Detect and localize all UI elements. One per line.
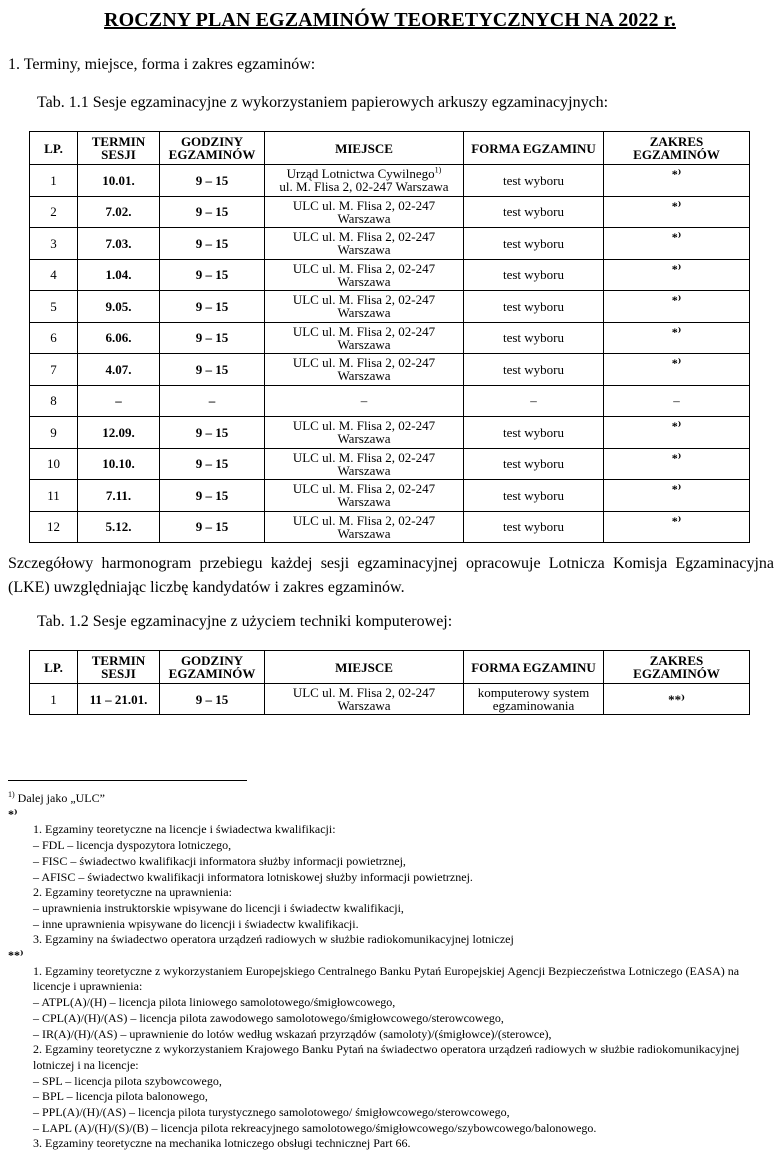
cell-forma: test wyboru [464,259,604,291]
cell-forma: test wyboru [464,291,604,323]
table-row [30,480,750,512]
cell-zakres: *⁾ [604,259,750,291]
cell-termin: 11 – 21.01. [78,684,160,715]
cell-zakres: – [604,385,750,417]
cell-miejsce-line1: ULC ul. M. Flisa 2, 02-247 [292,323,436,339]
cell-forma: test wyboru [464,354,604,386]
cell-godziny: 9 – 15 [160,480,265,512]
cell-lp: 9 [30,417,78,449]
cell-miejsce-line1: ULC ul. M. Flisa 2, 02-247 [292,685,436,700]
cell-lp: 8 [30,385,78,417]
cell-termin: 12.09. [78,417,160,449]
page-title: ROCZNY PLAN EGZAMINÓW TEORETYCZNYCH NA 2022 r. [104,9,676,31]
cell-miejsce [265,228,464,260]
footnote-line: 2. Egzaminy teoretyczne na uprawnienia: [33,885,232,900]
cell-miejsce-line1: ULC ul. M. Flisa 2, 02-247 [292,197,436,213]
cell-miejsce-line1: ULC ul. M. Flisa 2, 02-247 [292,512,436,528]
exam-sessions-computer-table [29,650,750,715]
header-zakres: ZAKRES EGZAMINÓW [604,651,750,684]
cell-termin: 10.10. [78,448,160,480]
footnote-star-mark: *⁾ [8,806,18,821]
footnote-line: – ATPL(A)/(H) – licencja pilota liniowego samolotowego/śmigłowcowego, [33,995,396,1010]
cell-termin: – [78,385,160,417]
cell-miejsce-line1: – [360,393,368,409]
cell-godziny: 9 – 15 [160,354,265,386]
cell-zakres: *⁾ [604,480,750,512]
header-zakres: ZAKRES EGZAMINÓW [604,132,750,165]
header-forma: FORMA EGZAMINU [464,651,604,684]
cell-lp: 7 [30,354,78,386]
cell-forma: test wyboru [464,511,604,543]
table-row [30,354,750,386]
cell-forma-line2: egzaminowania [492,698,575,713]
header-lp: LP. [30,132,78,165]
cell-miejsce-line1: ULC ul. M. Flisa 2, 02-247 [292,355,436,371]
cell-forma: test wyboru [464,228,604,260]
footnotes [8,791,778,1152]
footnote-line: – LAPL (A)/(H)/(S)/(B) – licencja pilota rekreacyjnego samolotowego/śmigłowcowego/szybowcowego/balonowego. [33,1120,597,1135]
cell-miejsce-line2: Warszawa [337,494,391,510]
cell-termin: 6.06. [78,322,160,354]
footnote-1 [8,791,778,807]
cell-termin: 7.03. [78,228,160,260]
table-row [30,448,750,480]
cell-termin: 1.04. [78,259,160,291]
schedule-paragraph: Szczegółowy harmonogram przebiegu każdej sesji egzaminacyjnej opracowuje Lotnicza Komisja Egzaminacyjna (LKE) uwzględniając liczbę kandydatów i zakres egzaminów. [8,555,774,596]
cell-miejsce-line2: Warszawa [337,273,391,289]
cell-godziny: 9 – 15 [160,322,265,354]
cell-godziny: 9 – 15 [160,291,265,323]
cell-miejsce [265,480,464,512]
cell-miejsce-line2: Warszawa [337,462,391,478]
table-row [30,417,750,449]
footnote-dstar-mark: **⁾ [8,948,24,963]
cell-forma-line1: komputerowy system [477,685,590,700]
cell-miejsce-line2: Warszawa [337,525,391,541]
cell-miejsce-line2: Warszawa [337,336,391,352]
table2-header-row [30,651,750,684]
cell-zakres: *⁾ [604,448,750,480]
header-forma: FORMA EGZAMINU [464,132,604,165]
cell-forma: test wyboru [464,322,604,354]
footnote-line: 2. Egzaminy teoretyczne z wykorzystaniem Krajowego Banku Pytań na świadectwo operatora urządzeń radiowych w służbie radiokomunikacyjnej lotniczej i na licencje: [33,1042,740,1072]
header-miejsce: MIEJSCE [265,132,464,165]
cell-lp: 5 [30,291,78,323]
cell-termin: 5.12. [78,511,160,543]
section-heading: 1. Terminy, miejsce, forma i zakres egzaminów: [8,56,316,73]
footnote-star-list [8,822,778,948]
footnote-line: – FDL – licencja dyspozytora lotniczego, [33,838,232,853]
cell-miejsce [265,684,464,715]
cell-godziny: – [160,385,265,417]
footnote-line: – inne uprawnienia wpisywane do licencji i świadectw kwalifikacji. [33,916,359,931]
cell-termin: 4.07. [78,354,160,386]
cell-zakres: *⁾ [604,511,750,543]
cell-forma: test wyboru [464,196,604,228]
cell-miejsce-line1: ULC ul. M. Flisa 2, 02-247 [292,481,436,497]
cell-godziny: 9 – 15 [160,511,265,543]
cell-lp: 12 [30,511,78,543]
cell-miejsce [265,291,464,323]
table-row [30,196,750,228]
table-row [30,511,750,543]
cell-forma: – [464,385,604,417]
cell-miejsce-line1: ULC ul. M. Flisa 2, 02-247 [292,260,436,276]
table-row [30,322,750,354]
footnote-line: – FISC – świadectwo kwalifikacji informatora służby informacji powietrznej, [33,853,406,868]
cell-zakres: *⁾ [604,354,750,386]
header-godziny: GODZINY EGZAMINÓW [160,132,265,165]
footnote-1-mark: 1) [8,790,15,799]
cell-miejsce-line1: ULC ul. M. Flisa 2, 02-247 [292,418,436,434]
cell-miejsce [265,354,464,386]
cell-forma: test wyboru [464,480,604,512]
cell-miejsce-line2: Warszawa [337,305,391,321]
footnote-line: – IR(A)/(H)/(AS) – uprawnienie do lotów według wskazań przyrządów (samoloty)/(śmigłowce)/(sterowce), [33,1026,552,1041]
header-miejsce: MIEJSCE [265,651,464,684]
cell-miejsce-line1: ULC ul. M. Flisa 2, 02-247 [292,292,436,308]
cell-miejsce-line2: ul. M. Flisa 2, 02-247 Warszawa [279,179,449,195]
cell-lp: 10 [30,448,78,480]
cell-miejsce [265,511,464,543]
exam-sessions-paper-table [29,131,750,543]
cell-miejsce [265,385,464,417]
cell-lp: 1 [30,684,78,715]
header-termin: TERMIN SESJI [78,651,160,684]
table-row [30,684,750,715]
table-row [30,165,750,197]
cell-miejsce [265,448,464,480]
cell-miejsce [265,322,464,354]
cell-zakres: *⁾ [604,322,750,354]
cell-miejsce-line1: ULC ul. M. Flisa 2, 02-247 [292,229,436,245]
cell-godziny: 9 – 15 [160,684,265,715]
header-lp: LP. [30,651,78,684]
footnote-line: – AFISC – świadectwo kwalifikacji informatora lotniskowej służby informacji powietrznej. [33,869,473,884]
table1-header-row [30,132,750,165]
cell-miejsce [265,259,464,291]
cell-lp: 2 [30,196,78,228]
cell-lp: 6 [30,322,78,354]
cell-lp: 4 [30,259,78,291]
cell-godziny: 9 – 15 [160,448,265,480]
cell-miejsce-line1: Urząd Lotnictwa Cywilnego$^{1)}$ [286,165,442,182]
table-row [30,228,750,260]
cell-miejsce-line2: Warszawa [337,210,391,226]
table2-caption: Tab. 1.2 Sesje egzaminacyjne z użyciem techniki komputerowej: [37,613,453,630]
footnote-line: 3. Egzaminy na świadectwo operatora urządzeń radiowych w służbie radiokomunikacyjnej lotniczej [33,932,514,947]
cell-godziny: 9 – 15 [160,165,265,197]
cell-godziny: 9 – 15 [160,417,265,449]
cell-termin: 9.05. [78,291,160,323]
footnote-line: – PPL(A)/(H)/(AS) – licencja pilota turystycznego samolotowego/ śmigłowcowego/sterowcowego, [33,1105,510,1120]
cell-forma: test wyboru [464,165,604,197]
footnote-ref: 1) [434,165,442,175]
footnote-line: – SPL – licencja pilota szybowcowego, [33,1073,222,1088]
table-row [30,385,750,417]
footnote-line: 1. Egzaminy teoretyczne z wykorzystaniem Europejskiego Centralnego Banku Pytań Europejskiej Agencji Bezpieczeństwa Lotniczego (EASA) na licencje i uprawnienia: [33,963,740,994]
cell-miejsce-line2: Warszawa [337,698,391,713]
cell-godziny: 9 – 15 [160,228,265,260]
cell-termin: 7.11. [78,480,160,512]
cell-zakres: *⁾ [604,196,750,228]
cell-termin: 7.02. [78,196,160,228]
footnote-separator [8,780,247,781]
footnote-line: 1. Egzaminy teoretyczne na licencje i świadectwa kwalifikacji: [33,822,336,837]
footnote-line: – uprawnienia instruktorskie wpisywane do licencji i świadectw kwalifikacji, [33,900,404,915]
cell-godziny: 9 – 15 [160,196,265,228]
cell-zakres: *⁾ [604,291,750,323]
cell-miejsce-line1: ULC ul. M. Flisa 2, 02-247 [292,449,436,465]
table-row [30,291,750,323]
table1-caption: Tab. 1.1 Sesje egzaminacyjne z wykorzystaniem papierowych arkuszy egzaminacyjnych: [37,94,609,111]
cell-forma: test wyboru [464,448,604,480]
cell-lp: 1 [30,165,78,197]
cell-lp: 3 [30,228,78,260]
cell-forma [464,684,604,715]
cell-forma: test wyboru [464,417,604,449]
footnote-line: 3. Egzaminy teoretyczne na mechanika lotniczego obsługi technicznej Part 66. [33,1136,411,1151]
cell-miejsce-line2: Warszawa [337,368,391,384]
cell-godziny: 9 – 15 [160,259,265,291]
table-row [30,259,750,291]
header-godziny: GODZINY EGZAMINÓW [160,651,265,684]
footnote-line: – CPL(A)/(H)/(AS) – licencja pilota zawodowego samolotowego/śmigłowcowego/sterowcowego, [33,1010,504,1025]
cell-miejsce-line2: Warszawa [337,242,391,258]
footnote-line: – BPL – licencja pilota balonowego, [33,1089,208,1104]
cell-lp: 11 [30,480,78,512]
footnote-dstar-list [8,964,778,1152]
cell-miejsce [265,417,464,449]
footnote-1-text: Dalej jako „ULC” [14,791,105,805]
cell-zakres: *⁾ [604,165,750,197]
cell-miejsce [265,196,464,228]
cell-miejsce-line2: Warszawa [337,431,391,447]
header-termin: TERMIN SESJI [78,132,160,165]
cell-zakres: *⁾ [604,417,750,449]
cell-miejsce [265,165,464,197]
cell-zakres: **⁾ [604,684,750,715]
cell-zakres: *⁾ [604,228,750,260]
cell-termin: 10.01. [78,165,160,197]
